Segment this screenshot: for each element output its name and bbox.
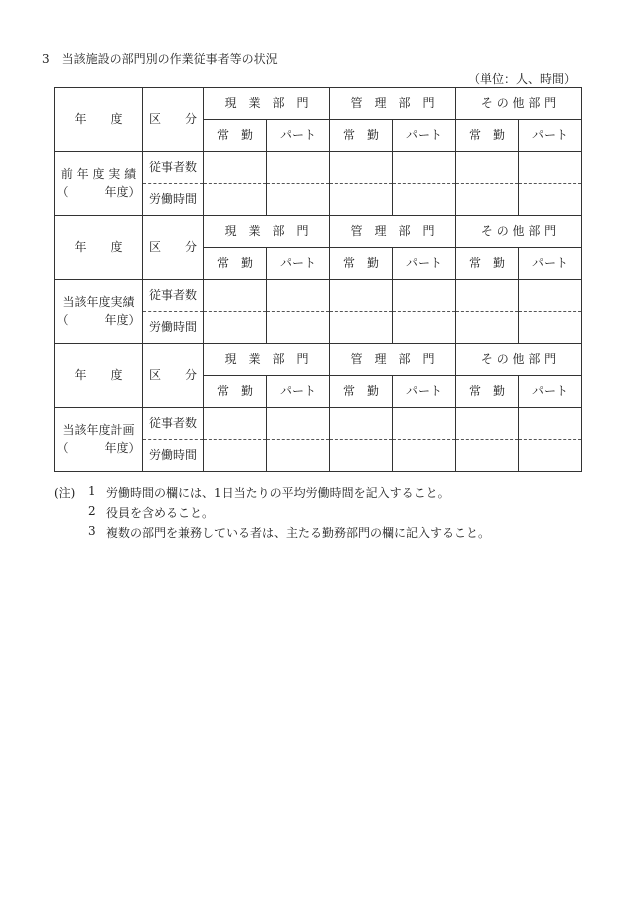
dept-sonota: そ の 他 部 門	[456, 216, 582, 248]
category-header: 区 分	[143, 344, 204, 408]
year-header: 年 度	[55, 88, 143, 152]
emp-fulltime: 常 勤	[204, 376, 267, 408]
input-cell[interactable]	[519, 408, 582, 440]
row-label-workers: 従事者数	[143, 280, 204, 312]
input-cell[interactable]	[330, 280, 393, 312]
category-header: 区 分	[143, 216, 204, 280]
emp-fulltime: 常 勤	[204, 120, 267, 152]
section-label-line1: 当該年度実績	[62, 295, 135, 310]
section-label-line2: （ 年度）	[56, 312, 141, 327]
row-label-workers: 従事者数	[143, 152, 204, 184]
input-cell[interactable]	[330, 408, 393, 440]
input-cell[interactable]	[267, 408, 330, 440]
input-cell[interactable]	[519, 440, 582, 472]
emp-fulltime: 常 勤	[456, 248, 519, 280]
row-label-hours: 労働時間	[143, 184, 204, 216]
emp-part: パート	[267, 248, 330, 280]
input-cell[interactable]	[267, 312, 330, 344]
input-cell[interactable]	[456, 312, 519, 344]
dept-kanri: 管 理 部 門	[330, 344, 456, 376]
input-cell[interactable]	[330, 184, 393, 216]
note-number: 3	[88, 524, 96, 538]
section-label-current	[55, 280, 143, 344]
category-header: 区 分	[143, 88, 204, 152]
emp-part: パート	[267, 376, 330, 408]
emp-fulltime: 常 勤	[456, 120, 519, 152]
emp-part: パート	[519, 376, 582, 408]
input-cell[interactable]	[204, 408, 267, 440]
input-cell[interactable]	[204, 440, 267, 472]
input-cell[interactable]	[267, 184, 330, 216]
input-cell[interactable]	[456, 408, 519, 440]
section-label-line2: （ 年度）	[56, 184, 141, 199]
input-cell[interactable]	[204, 184, 267, 216]
section-label-plan	[55, 408, 143, 472]
section-label-line1: 当該年度計画	[62, 423, 135, 438]
input-cell[interactable]	[267, 152, 330, 184]
dept-genba: 現 業 部 門	[204, 88, 330, 120]
input-cell[interactable]	[456, 440, 519, 472]
table-row	[55, 408, 582, 440]
unit-label: （単位：人、時間）	[467, 72, 576, 86]
emp-fulltime: 常 勤	[204, 248, 267, 280]
dept-genba: 現 業 部 門	[204, 216, 330, 248]
section-label-prev	[55, 152, 143, 216]
note-tag: (注)	[54, 486, 76, 500]
input-cell[interactable]	[519, 152, 582, 184]
input-cell[interactable]	[393, 408, 456, 440]
input-cell[interactable]	[267, 440, 330, 472]
dept-kanri: 管 理 部 門	[330, 216, 456, 248]
input-cell[interactable]	[456, 184, 519, 216]
note-text: 労働時間の欄には、1日当たりの平均労働時間を記入すること。	[106, 486, 450, 500]
input-cell[interactable]	[393, 312, 456, 344]
table-row	[55, 280, 582, 312]
input-cell[interactable]	[519, 184, 582, 216]
input-cell[interactable]	[456, 280, 519, 312]
year-header: 年 度	[55, 216, 143, 280]
input-cell[interactable]	[330, 152, 393, 184]
input-cell[interactable]	[204, 312, 267, 344]
dept-genba: 現 業 部 門	[204, 344, 330, 376]
emp-fulltime: 常 勤	[456, 376, 519, 408]
note-number: 2	[88, 504, 96, 518]
input-cell[interactable]	[393, 152, 456, 184]
section-heading: 3 当該施設の部門別の作業従事者等の状況	[42, 52, 278, 66]
emp-part: パート	[519, 248, 582, 280]
input-cell[interactable]	[330, 440, 393, 472]
year-header: 年 度	[55, 344, 143, 408]
emp-part: パート	[393, 376, 456, 408]
emp-fulltime: 常 勤	[330, 120, 393, 152]
dept-kanri: 管 理 部 門	[330, 88, 456, 120]
note-text: 複数の部門を兼務している者は、主たる勤務部門の欄に記入すること。	[106, 526, 491, 540]
input-cell[interactable]	[393, 440, 456, 472]
emp-part: パート	[267, 120, 330, 152]
emp-part: パート	[519, 120, 582, 152]
input-cell[interactable]	[393, 184, 456, 216]
table-row	[55, 152, 582, 184]
note-text: 役員を含めること。	[106, 506, 215, 520]
input-cell[interactable]	[456, 152, 519, 184]
emp-fulltime: 常 勤	[330, 376, 393, 408]
input-cell[interactable]	[330, 312, 393, 344]
emp-part: パート	[393, 248, 456, 280]
input-cell[interactable]	[267, 280, 330, 312]
input-cell[interactable]	[204, 152, 267, 184]
input-cell[interactable]	[393, 280, 456, 312]
emp-fulltime: 常 勤	[330, 248, 393, 280]
section-label-line1: 前 年 度 実 績	[60, 167, 137, 182]
dept-sonota: そ の 他 部 門	[456, 88, 582, 120]
staff-table	[54, 87, 582, 472]
dept-sonota: そ の 他 部 門	[456, 344, 582, 376]
row-label-hours: 労働時間	[143, 312, 204, 344]
row-label-hours: 労働時間	[143, 440, 204, 472]
section-label-line2: （ 年度）	[56, 440, 141, 455]
note-number: 1	[88, 484, 96, 498]
row-label-workers: 従事者数	[143, 408, 204, 440]
header-row-departments	[55, 344, 582, 376]
input-cell[interactable]	[519, 280, 582, 312]
input-cell[interactable]	[204, 280, 267, 312]
header-row-departments	[55, 88, 582, 120]
header-row-departments	[55, 216, 582, 248]
input-cell[interactable]	[519, 312, 582, 344]
emp-part: パート	[393, 120, 456, 152]
